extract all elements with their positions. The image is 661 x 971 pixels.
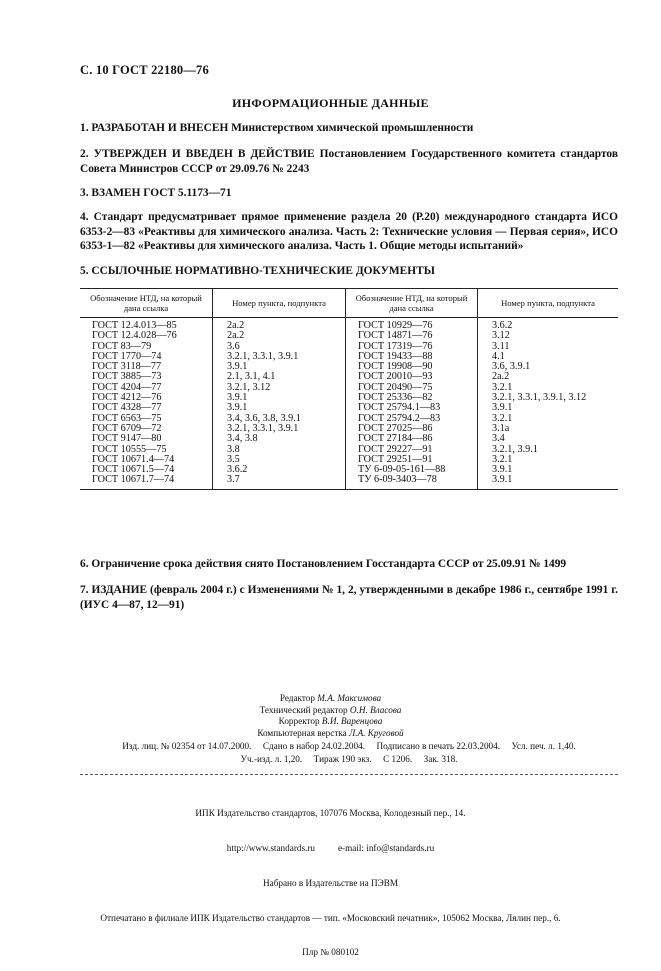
cell-doc-left: ГОСТ 9147—80 bbox=[92, 433, 162, 445]
cell-doc-left: ГОСТ 83—79 bbox=[92, 340, 152, 352]
cell-doc-right: ГОСТ 25794.1—83 bbox=[346, 403, 478, 413]
cell-doc-left: ГОСТ 3118—77 bbox=[92, 361, 162, 373]
publisher-block bbox=[0, 785, 661, 971]
credit-line bbox=[0, 728, 661, 740]
cell-doc-left: ГОСТ 10671.7—74 bbox=[80, 475, 213, 489]
cell-doc-right: ГОСТ 19908—90 bbox=[346, 362, 478, 372]
cell-point-right: 3.9.1 bbox=[478, 475, 619, 489]
item-7 bbox=[80, 583, 618, 612]
item-heading: ВЗАМЕН ГОСТ 5.1173—71 bbox=[91, 187, 232, 199]
credit-line bbox=[0, 705, 661, 717]
cell-doc-left: ГОСТ 4328—77 bbox=[92, 402, 162, 414]
item-4 bbox=[80, 210, 618, 254]
cell-point-right: 3.2.1, 3.3.1, 3.9.1, 3.12 bbox=[478, 393, 619, 403]
cell-point-left: 3.4, 3.6, 3.8, 3.9.1 bbox=[213, 414, 346, 424]
cell-point-right: 3.11 bbox=[478, 342, 619, 352]
cell-doc-left: ГОСТ 6563—75 bbox=[92, 412, 162, 424]
cell-point-left: 3.9.1 bbox=[213, 393, 346, 403]
cell-point-left: 3.6.2 bbox=[213, 465, 346, 475]
item-number: 7. bbox=[80, 584, 89, 596]
cell-point-left: 3.9.1 bbox=[213, 362, 346, 372]
credit-role: Технический редактор bbox=[259, 704, 348, 715]
credit-role: Корректор bbox=[278, 716, 320, 727]
item-number: 5. bbox=[80, 265, 89, 277]
cell-point-right: 3.2.1 bbox=[478, 383, 619, 393]
reference-table bbox=[80, 288, 618, 490]
cell-point-left: 3.2.1, 3.12 bbox=[213, 383, 346, 393]
cell-point-left: 3.9.1 bbox=[213, 403, 346, 413]
cell-doc-left: ГОСТ 12.4.013—85 bbox=[92, 320, 177, 331]
cell-point-left: 2а.2 bbox=[213, 331, 346, 341]
reference-table-body bbox=[80, 318, 618, 490]
publisher-address: ИПК Издательство стандартов, 107076 Москва, Колодезный пер., 14. bbox=[195, 808, 466, 819]
item-heading: УТВЕРЖДЕН И ВВЕДЕН В ДЕЙСТВИЕ bbox=[93, 148, 315, 160]
item-number: 1. bbox=[80, 122, 89, 134]
credit-name: Л.А. Круговой bbox=[349, 727, 404, 738]
header-point-right: Номер пункта, подпункта bbox=[478, 289, 619, 318]
cell-point-right: 3.2.1 bbox=[478, 455, 619, 465]
cell-doc-left: ГОСТ 3885—73 bbox=[92, 371, 162, 383]
cell-point-left: 3.4, 3.8 bbox=[213, 434, 346, 444]
cell-point-right: 2а.2 bbox=[478, 372, 619, 382]
cell-doc-right: ГОСТ 27025—86 bbox=[346, 424, 478, 434]
cell-doc-left: ГОСТ 10671.5—74 bbox=[92, 464, 175, 476]
item-5 bbox=[80, 264, 618, 279]
cell-doc-right: ТУ 6-09-05-161—88 bbox=[346, 465, 478, 475]
item-text: Стандарт предусматривает прямое применение раздела 20 (Р.20) международного стандарта ИСО 6353-2—83 «Реактивы для химического анализа. Часть 2: Технические условия — Первая серия», ИСО 6353-1—82 «Реактивы для химического анализа. Часть 1. Общие методы испытаний» bbox=[80, 211, 618, 252]
cell-doc-left: ГОСТ 1770—74 bbox=[92, 350, 162, 362]
item-heading: ССЫЛОЧНЫЕ НОРМАТИВНО-ТЕХНИЧЕСКИЕ ДОКУМЕНТЫ bbox=[91, 265, 435, 277]
item-1 bbox=[80, 121, 618, 136]
credit-role: Компьютерная верстка bbox=[257, 727, 347, 738]
cell-doc-right: ГОСТ 17319—76 bbox=[346, 342, 478, 352]
cell-doc-right: ГОСТ 20010—93 bbox=[346, 372, 478, 382]
cell-doc-left: ГОСТ 10671.4—74 bbox=[92, 453, 175, 465]
cell-point-right: 3.2.1 bbox=[478, 414, 619, 424]
cell-doc-left: ГОСТ 10555—75 bbox=[92, 443, 167, 455]
item-text: Постановлением Государственного комитета стандартов Совета Министров СССР от 29.09.76 № 2243 bbox=[80, 148, 618, 175]
print-info-line-2: Уч.-изд. л. 1,20. Тираж 190 экз. С 1206. Зак. 318. bbox=[240, 754, 458, 764]
credit-name: В.И. Варенцова bbox=[321, 716, 383, 727]
cell-doc-right: ГОСТ 10929—76 bbox=[346, 318, 478, 332]
item-number: 6. bbox=[80, 558, 89, 570]
publisher-printed: Отпечатано в филиале ИПК Издательство стандартов — тип. «Московский печатник», 105062 Москва, Лялин пер., 6. bbox=[100, 912, 561, 923]
header-doc-left: Обозначение НТД, на который дана ссылка bbox=[80, 289, 213, 318]
cell-point-right: 3.12 bbox=[478, 331, 619, 341]
header-point-left: Номер пункта, подпункта bbox=[213, 289, 346, 318]
credit-line bbox=[0, 716, 661, 728]
header-doc-right: Обозначение НТД, на который дана ссылка bbox=[346, 289, 478, 318]
credit-line bbox=[0, 693, 661, 705]
cell-doc-right: ГОСТ 29227—91 bbox=[346, 445, 478, 455]
credits-block bbox=[0, 693, 661, 739]
credit-role: Редактор bbox=[279, 693, 315, 703]
credit-name: М.А. Максимова bbox=[317, 693, 382, 703]
table-header-row bbox=[80, 289, 618, 318]
cell-point-right: 3.9.1 bbox=[478, 403, 619, 413]
table-row bbox=[80, 318, 618, 332]
cell-doc-left: ГОСТ 4212—76 bbox=[92, 392, 162, 404]
cell-point-right: 3.6, 3.9.1 bbox=[478, 362, 619, 372]
cell-doc-right: ГОСТ 19433—88 bbox=[346, 352, 478, 362]
item-number: 2. bbox=[80, 148, 89, 160]
print-info-line-1: Изд. лиц. № 02354 от 14.07.2000. Сдано в набор 24.02.2004. Подписано в печать 22.03.2004. Усл. печ. л. 1,40. bbox=[122, 741, 576, 751]
section-title: ИНФОРМАЦИОННЫЕ ДАННЫЕ bbox=[232, 96, 429, 110]
cell-doc-right: ГОСТ 25336—82 bbox=[346, 393, 478, 403]
publisher-license: Плр № 080102 bbox=[302, 947, 359, 958]
item-number: 3. bbox=[80, 187, 89, 199]
item-heading: ИЗДАНИЕ bbox=[91, 584, 148, 596]
item-text: Министерством химической промышленности bbox=[228, 122, 474, 134]
cell-doc-left: ГОСТ 6709—72 bbox=[92, 422, 162, 434]
divider bbox=[80, 774, 618, 775]
cell-doc-right: ГОСТ 27184—86 bbox=[346, 434, 478, 444]
cell-doc-right: ГОСТ 20490—75 bbox=[346, 383, 478, 393]
item-3 bbox=[80, 186, 618, 201]
table-row bbox=[80, 475, 618, 489]
item-heading: РАЗРАБОТАН И ВНЕСЕН bbox=[91, 122, 229, 134]
cell-point-left: 3.7 bbox=[213, 475, 346, 489]
cell-doc-right: ГОСТ 14871—76 bbox=[346, 331, 478, 341]
cell-point-right: 3.2.1, 3.9.1 bbox=[478, 445, 619, 455]
cell-point-left: 3.2.1, 3.3.1, 3.9.1 bbox=[213, 424, 346, 434]
cell-point-left: 3.2.1, 3.3.1, 3.9.1 bbox=[213, 352, 346, 362]
cell-doc-right: ГОСТ 29251—91 bbox=[346, 455, 478, 465]
cell-doc-right: ГОСТ 25794.2—83 bbox=[346, 414, 478, 424]
item-6 bbox=[80, 557, 618, 572]
cell-doc-right: ТУ 6-09-3403—78 bbox=[346, 475, 478, 489]
publisher-contacts: http://www.standards.ru e-mail: info@standards.ru bbox=[226, 842, 435, 853]
cell-point-left: 3.6 bbox=[213, 342, 346, 352]
cell-point-left: 3.5 bbox=[213, 455, 346, 465]
item-2 bbox=[80, 147, 618, 176]
cell-point-left: 3.8 bbox=[213, 445, 346, 455]
cell-point-right: 3.9.1 bbox=[478, 465, 619, 475]
publisher-typeset: Набрано в Издательстве на ПЭВМ bbox=[262, 877, 399, 888]
page-header: С. 10 ГОСТ 22180—76 bbox=[80, 63, 209, 77]
cell-point-left: 2.1, 3.1, 4.1 bbox=[213, 372, 346, 382]
cell-point-right: 3.1а bbox=[478, 424, 619, 434]
cell-point-right: 3.4 bbox=[478, 434, 619, 444]
item-number: 4. bbox=[80, 211, 89, 223]
table-row bbox=[80, 331, 618, 341]
cell-doc-left: ГОСТ 4204—77 bbox=[92, 381, 162, 393]
item-text: (февраль 2004 г.) с Изменениями № 1, 2, утвержденными в декабре 1986 г., сентябре 1991 г. (ИУС 4—87, 12—91) bbox=[80, 584, 618, 611]
cell-point-left: 2а.2 bbox=[213, 318, 346, 332]
cell-point-right: 3.6.2 bbox=[478, 318, 619, 332]
cell-doc-left: ГОСТ 12.4.028—76 bbox=[92, 330, 177, 342]
credit-name: О.Н. Власова bbox=[349, 704, 402, 715]
item-text: Ограничение срока действия снято Постановлением Госстандарта СССР от 25.09.91 № 1499 bbox=[91, 558, 567, 570]
cell-point-right: 4.1 bbox=[478, 352, 619, 362]
